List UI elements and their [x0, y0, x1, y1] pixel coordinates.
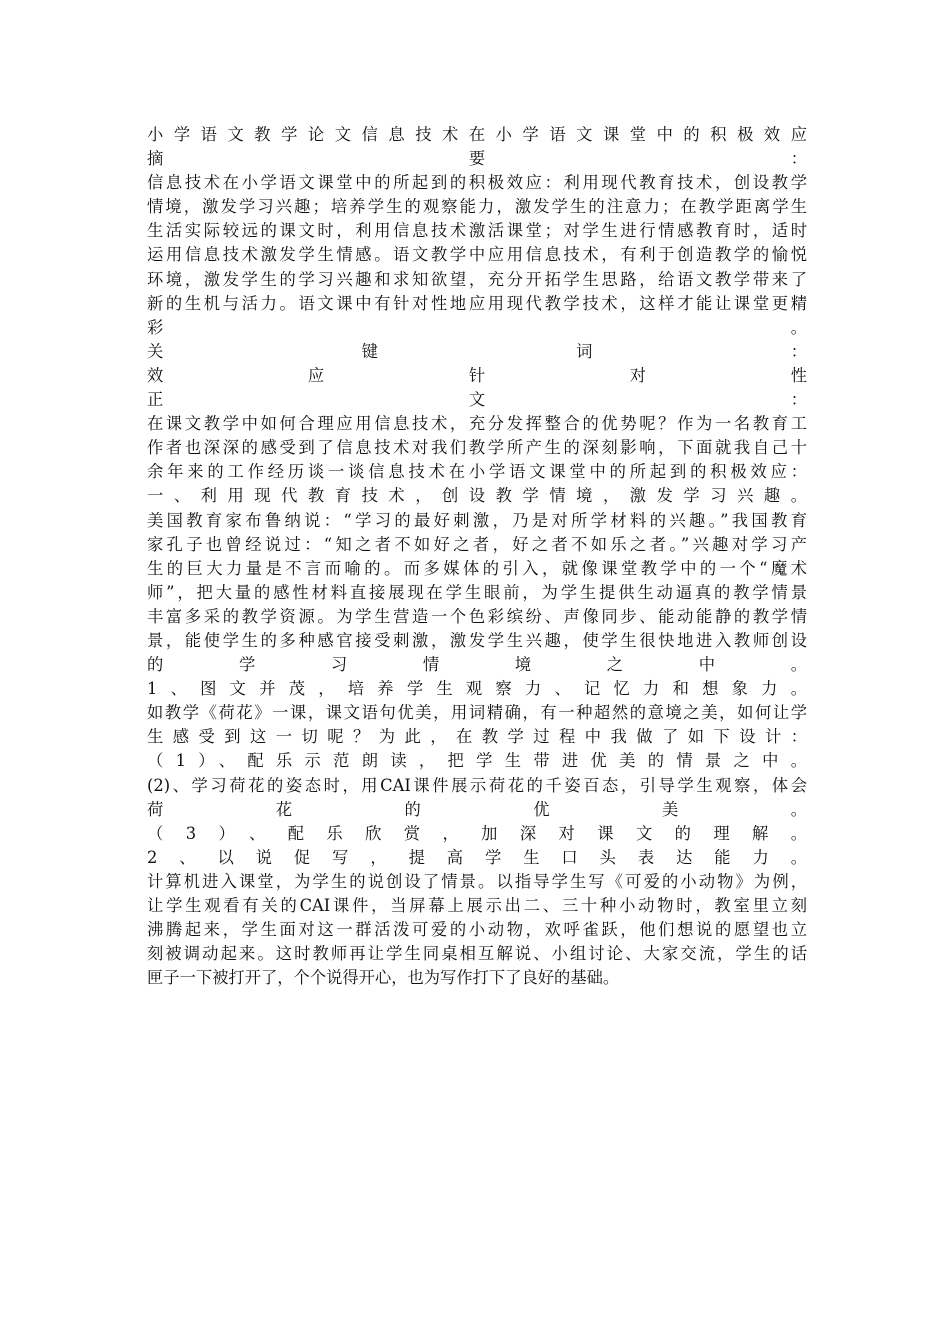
body-line: 生的巨大力量是不言而喻的。而多媒体的引入，就像课堂教学中的一个“魔术: [147, 558, 807, 578]
body-line: 在课文教学中如何合理应用信息技术，充分发挥整合的优势呢？作为一名教育工: [147, 414, 807, 434]
abstract-line: 情境，激发学习兴趣；培养学生的观察能力，激发学生的注意力；在教学距离学生: [147, 197, 807, 217]
body-line: 余年来的工作经历谈一谈信息技术在小学语文课堂中的所起到的积极效应：: [147, 462, 807, 482]
abstract-line: 运用信息技术激发学生情感。语文教学中应用信息技术，有利于创造教学的愉悦: [147, 245, 807, 265]
body-line: 计算机进入课堂，为学生的说创设了情景。以指导学生写《可爱的小动物》为例，: [147, 871, 807, 891]
list-item: （3）、配乐欣赏，加深对课文的理解。: [147, 823, 807, 843]
body-line: 师”，把大量的感性材料直接展现在学生眼前，为学生提供生动逼真的教学情景: [147, 582, 807, 602]
body-line: 的 学 习 情 境 之 中 。: [147, 655, 807, 675]
subsection-heading-1: 1、图文并茂，培养学生观察力、记忆力和想象力。: [147, 679, 807, 699]
doc-title: 小学语文教学论文信息技术在小学语文课堂中的积极效应: [147, 125, 807, 144]
abstract-line: 新的生机与活力。语文课中有针对性地应用现代教学技术，这样才能让课堂更精: [147, 293, 807, 313]
body-line: 美国教育家布鲁纳说：“学习的最好刺激，乃是对所学材料的兴趣。”我国教育: [147, 510, 807, 530]
subsection-heading-2: 2、以说促写，提高学生口头表达能力。: [147, 847, 807, 867]
body-line: 丰富多采的教学资源。为学生营造一个色彩缤纷、声像同步、能动能静的教学情: [147, 606, 807, 626]
list-item: （1）、配乐示范朗读，把学生带进优美的情景之中。: [147, 751, 807, 771]
body-line: 景，能使学生的多种感官接受刺激，激发学生兴趣，使学生很快地进入教师创设: [147, 630, 807, 650]
abstract-line: 生活实际较远的课文时，利用信息技术激活课堂；对学生进行情感教育时，适时: [147, 221, 807, 241]
body-line: 作者也深深的感受到了信息技术对我们教学所产生的深刻影响，下面就我自己十: [147, 438, 807, 458]
abstract-heading: 摘 要 ：: [147, 149, 807, 169]
keywords-heading: 关 键 词 ：: [147, 341, 807, 361]
body-line: 匣子一下被打开了，个个说得开心，也为写作打下了良好的基础。: [147, 968, 620, 988]
section-heading-1: 一、利用现代教育技术，创设教学情境，激发学习兴趣。: [147, 486, 807, 506]
body-line: 生感受到这一切呢？为此，在教学过程中我做了如下设计：: [147, 727, 807, 747]
abstract-line: 信息技术在小学语文课堂中的所起到的积极效应：利用现代教育技术，创设教学: [147, 173, 807, 193]
body-heading: 正 文 ：: [147, 390, 807, 410]
list-item: (2)、学习荷花的姿态时，用CAI课件展示荷花的千姿百态，引导学生观察，体会: [147, 775, 807, 795]
body-line: 沸腾起来，学生面对这一群活泼可爱的小动物，欢呼雀跃，他们想说的愿望也立: [147, 920, 807, 940]
keywords-line: 效 应 针 对 性: [147, 365, 807, 385]
body-line: 如教学《荷花》一课，课文语句优美，用词精确，有一种超然的意境之美，如何让学: [147, 703, 807, 723]
body-line: 让学生观看有关的CAI课件，当屏幕上展示出二、三十种小动物时，教室里立刻: [147, 896, 807, 915]
list-item: 荷 花 的 优 美 。: [147, 799, 807, 819]
abstract-line: 彩 。: [147, 317, 807, 337]
abstract-line: 环境，激发学生的学习兴趣和求知欲望，充分开拓学生思路，给语文教学带来了: [147, 269, 807, 289]
body-line: 家孔子也曾经说过：“知之者不如好之者，好之者不如乐之者。”兴趣对学习产: [147, 534, 807, 554]
document-body: [147, 123, 807, 990]
body-line: 刻被调动起来。这时教师再让学生同桌相互解说、小组讨论、大家交流，学生的话: [147, 944, 807, 964]
